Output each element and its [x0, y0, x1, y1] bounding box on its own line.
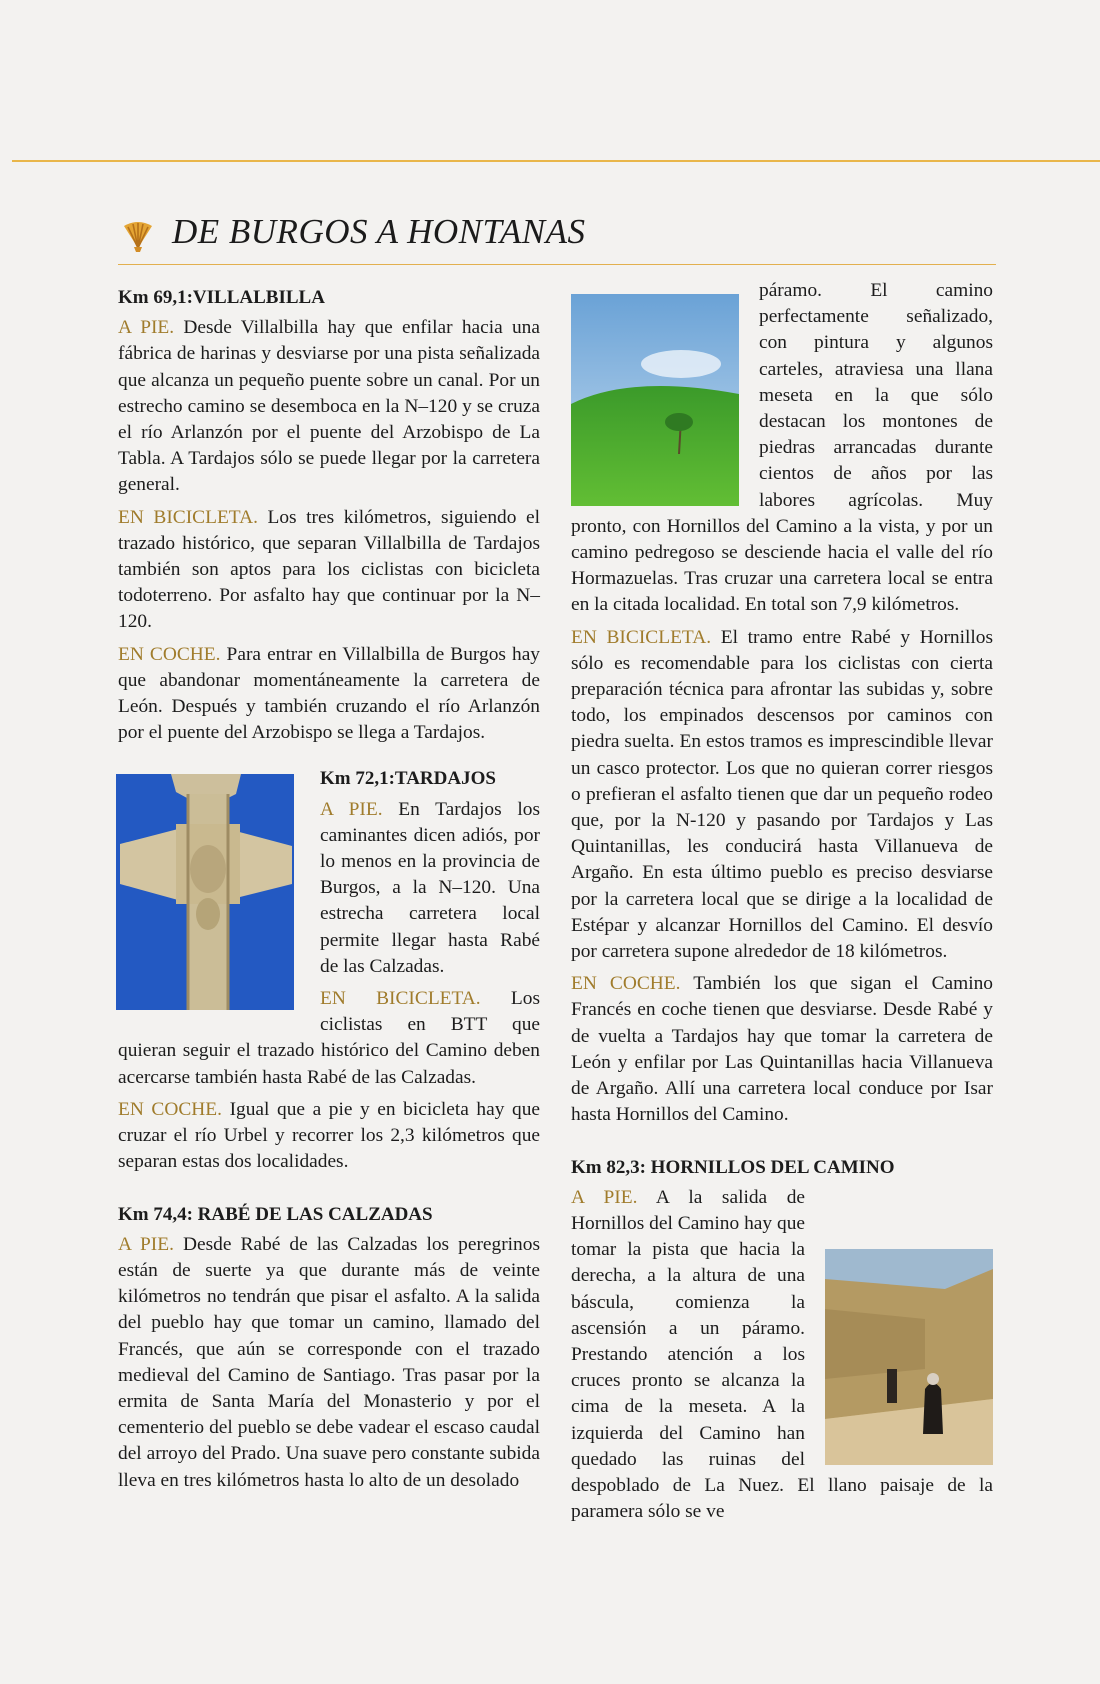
scallop-shell-icon — [118, 220, 158, 254]
top-rule — [12, 160, 1100, 162]
stone-cross-photo — [116, 774, 294, 1010]
paragraph — [118, 642, 540, 747]
mode-label-bicicleta: EN BICICLETA. — [118, 506, 258, 528]
section-header — [118, 212, 996, 265]
paragraph — [118, 1097, 540, 1176]
paragraph-text: El tramo entre Rabé y Hornillos sólo es recomendable para los ciclistas con cierta preparación técnica para afrontar las subidas y, sobre todo, los empinados descensos por caminos con piedra suelta. En estos tramos es imprescindible llevar un casco protector. Los que no quieran correr riesgos o prefieran el asfalto tienen que dar un pequeño rodeo que, por la N-120 y pasando por Tardajos y Las Quintanillas, les conducirá hasta Villanueva de Argaño. En esta último pueblo es preciso desviarse por la carretera local que se dirige a la localidad de Estépar y alcanzar Hornillos del Camino. El desvío por carretera supone alrededor de 18 kilómetros. — [571, 626, 994, 963]
section-heading-rabe: Km 74,4: RABÉ DE LAS CALZADAS — [118, 1203, 433, 1225]
village-image — [825, 1249, 993, 1465]
mode-label-coche: EN COCHE. — [571, 973, 681, 995]
paragraph-text: Para entrar en Villalbilla de Burgos hay que abandonar momentáneamente la carretera de León. Después y también cruzando el río Arlanzón por el puente del Arzobispo se llega a Tardajos. — [118, 643, 540, 744]
paragraph — [118, 315, 540, 498]
paragraph-text: páramo. El camino perfectamente señalizado, con pintura y algunos carteles, atraviesa una llana meseta en la que sólo destacan los montones de piedras arrancadas durante cientos de años por las labores agrícolas. Muy pronto, con Hornillos del Camino a la vista, y por un camino pedregoso se desciende hacia el valle del río Hormazuelas. Tras cruzar una carretera local se entra en la citada localidad. En total son 7,9 kilómetros. — [571, 280, 993, 616]
mode-label-coche: EN COCHE. — [118, 1098, 222, 1120]
paragraph — [571, 625, 993, 966]
paragraph — [571, 971, 993, 1128]
paragraph — [118, 505, 540, 636]
mode-label-a-pie: A PIE. — [320, 798, 383, 820]
mode-label-bicicleta: EN BICICLETA. — [320, 988, 481, 1010]
paragraph-text: También los que sigan el Camino Francés en coche tienen que desviarse. Desde Rabé y de vuelta a Tardajos hay que tomar la carretera de León y enfilar por Las Quintanillas hacia Villanueva de Argaño. Allí una carretera local conduce por Isar hasta Hornillos del Camino. — [571, 973, 994, 1126]
paragraph-text: Igual que a pie y en bicicleta hay que cruzar el río Urbel y recorrer los 2,3 kilómetros que separan estas dos localidades. — [118, 1098, 540, 1173]
mode-label-a-pie: A PIE. — [118, 317, 175, 339]
paragraph-text: A la salida de Hornillos del Camino hay que tomar la pista que hacia la derecha, a la altura de una báscula, comienza la ascensión a un páramo. Prestando atención a los cruces pronto se alcanza la cima de la meseta. A la izquierda del Camino han quedado las ruinas del despoblado de La Nuez. El llano paisaje de la paramera sólo se ve — [571, 1186, 993, 1523]
section-heading-villalbilla: Km 69,1:VILLALBILLA — [118, 287, 325, 308]
page-title: DE BURGOS A HONTANAS — [172, 212, 586, 251]
section-heading-hornillos: Km 82,3: HORNILLOS DEL CAMINO — [571, 1156, 895, 1178]
paragraph-text: Desde Rabé de las Calzadas los peregrinos están de suerte ya que durante más de veinte kilómetros no tendrán que pisar el asfalto. A la salida del pueblo hay que tomar un camino, llamado del Francés, que aún se corresponde con el trazado medieval del Camino de Santiago. Tras pasar por la ermita de Santa María del Monasterio y por el cementerio del pueblo se debe vadear el escaso caudal del arroyo del Prado. Una suave pero constante subida lleva en tres kilómetros hasta lo alto de un desolado — [118, 1233, 540, 1491]
left-column — [118, 285, 540, 1500]
paragraph-text: Desde Villalbilla hay que enfilar hacia una fábrica de harinas y desviarse por una pista señalizada que alcanza un pequeño puente sobre un canal. Por un estrecho camino se desemboca en la N–120 y se cruza el río Arlanzón por el puente del Arzobispo de La Tabla. A Tardajos sólo se puede llegar por la carretera general. — [118, 317, 540, 496]
village-street-photo — [825, 1249, 993, 1465]
mode-label-a-pie: A PIE. — [118, 1233, 174, 1255]
paragraph-text: Los tres kilómetros, siguiendo el trazado histórico, que separan Villalbilla de Tardajos también son aptos para los ciclistas con bicicleta todoterreno. Por asfalto hay que continuar por la N–120. — [118, 506, 540, 633]
meadow-image — [571, 294, 739, 506]
meadow-photo — [571, 294, 739, 506]
mode-label-bicicleta: EN BICICLETA. — [571, 626, 712, 648]
mode-label-coche: EN COCHE. — [118, 643, 221, 665]
paragraph — [118, 1232, 540, 1494]
right-column — [571, 280, 993, 1531]
paragraph-text: En Tardajos los caminantes dicen adiós, por lo menos en la provincia de Burgos, a la N–120. Una estrecha carretera local permite llegar hasta Rabé de las Calzadas. — [320, 798, 540, 977]
section-heading-tardajos: Km 72,1:TARDAJOS — [320, 768, 496, 790]
mode-label-a-pie: A PIE. — [571, 1186, 638, 1208]
paragraph-text: Los ciclistas en BTT que quieran seguir el trazado histórico del Camino deben acercarse también hasta Rabé de las Calzadas. — [118, 988, 540, 1088]
stone-cross-image — [116, 774, 294, 1010]
